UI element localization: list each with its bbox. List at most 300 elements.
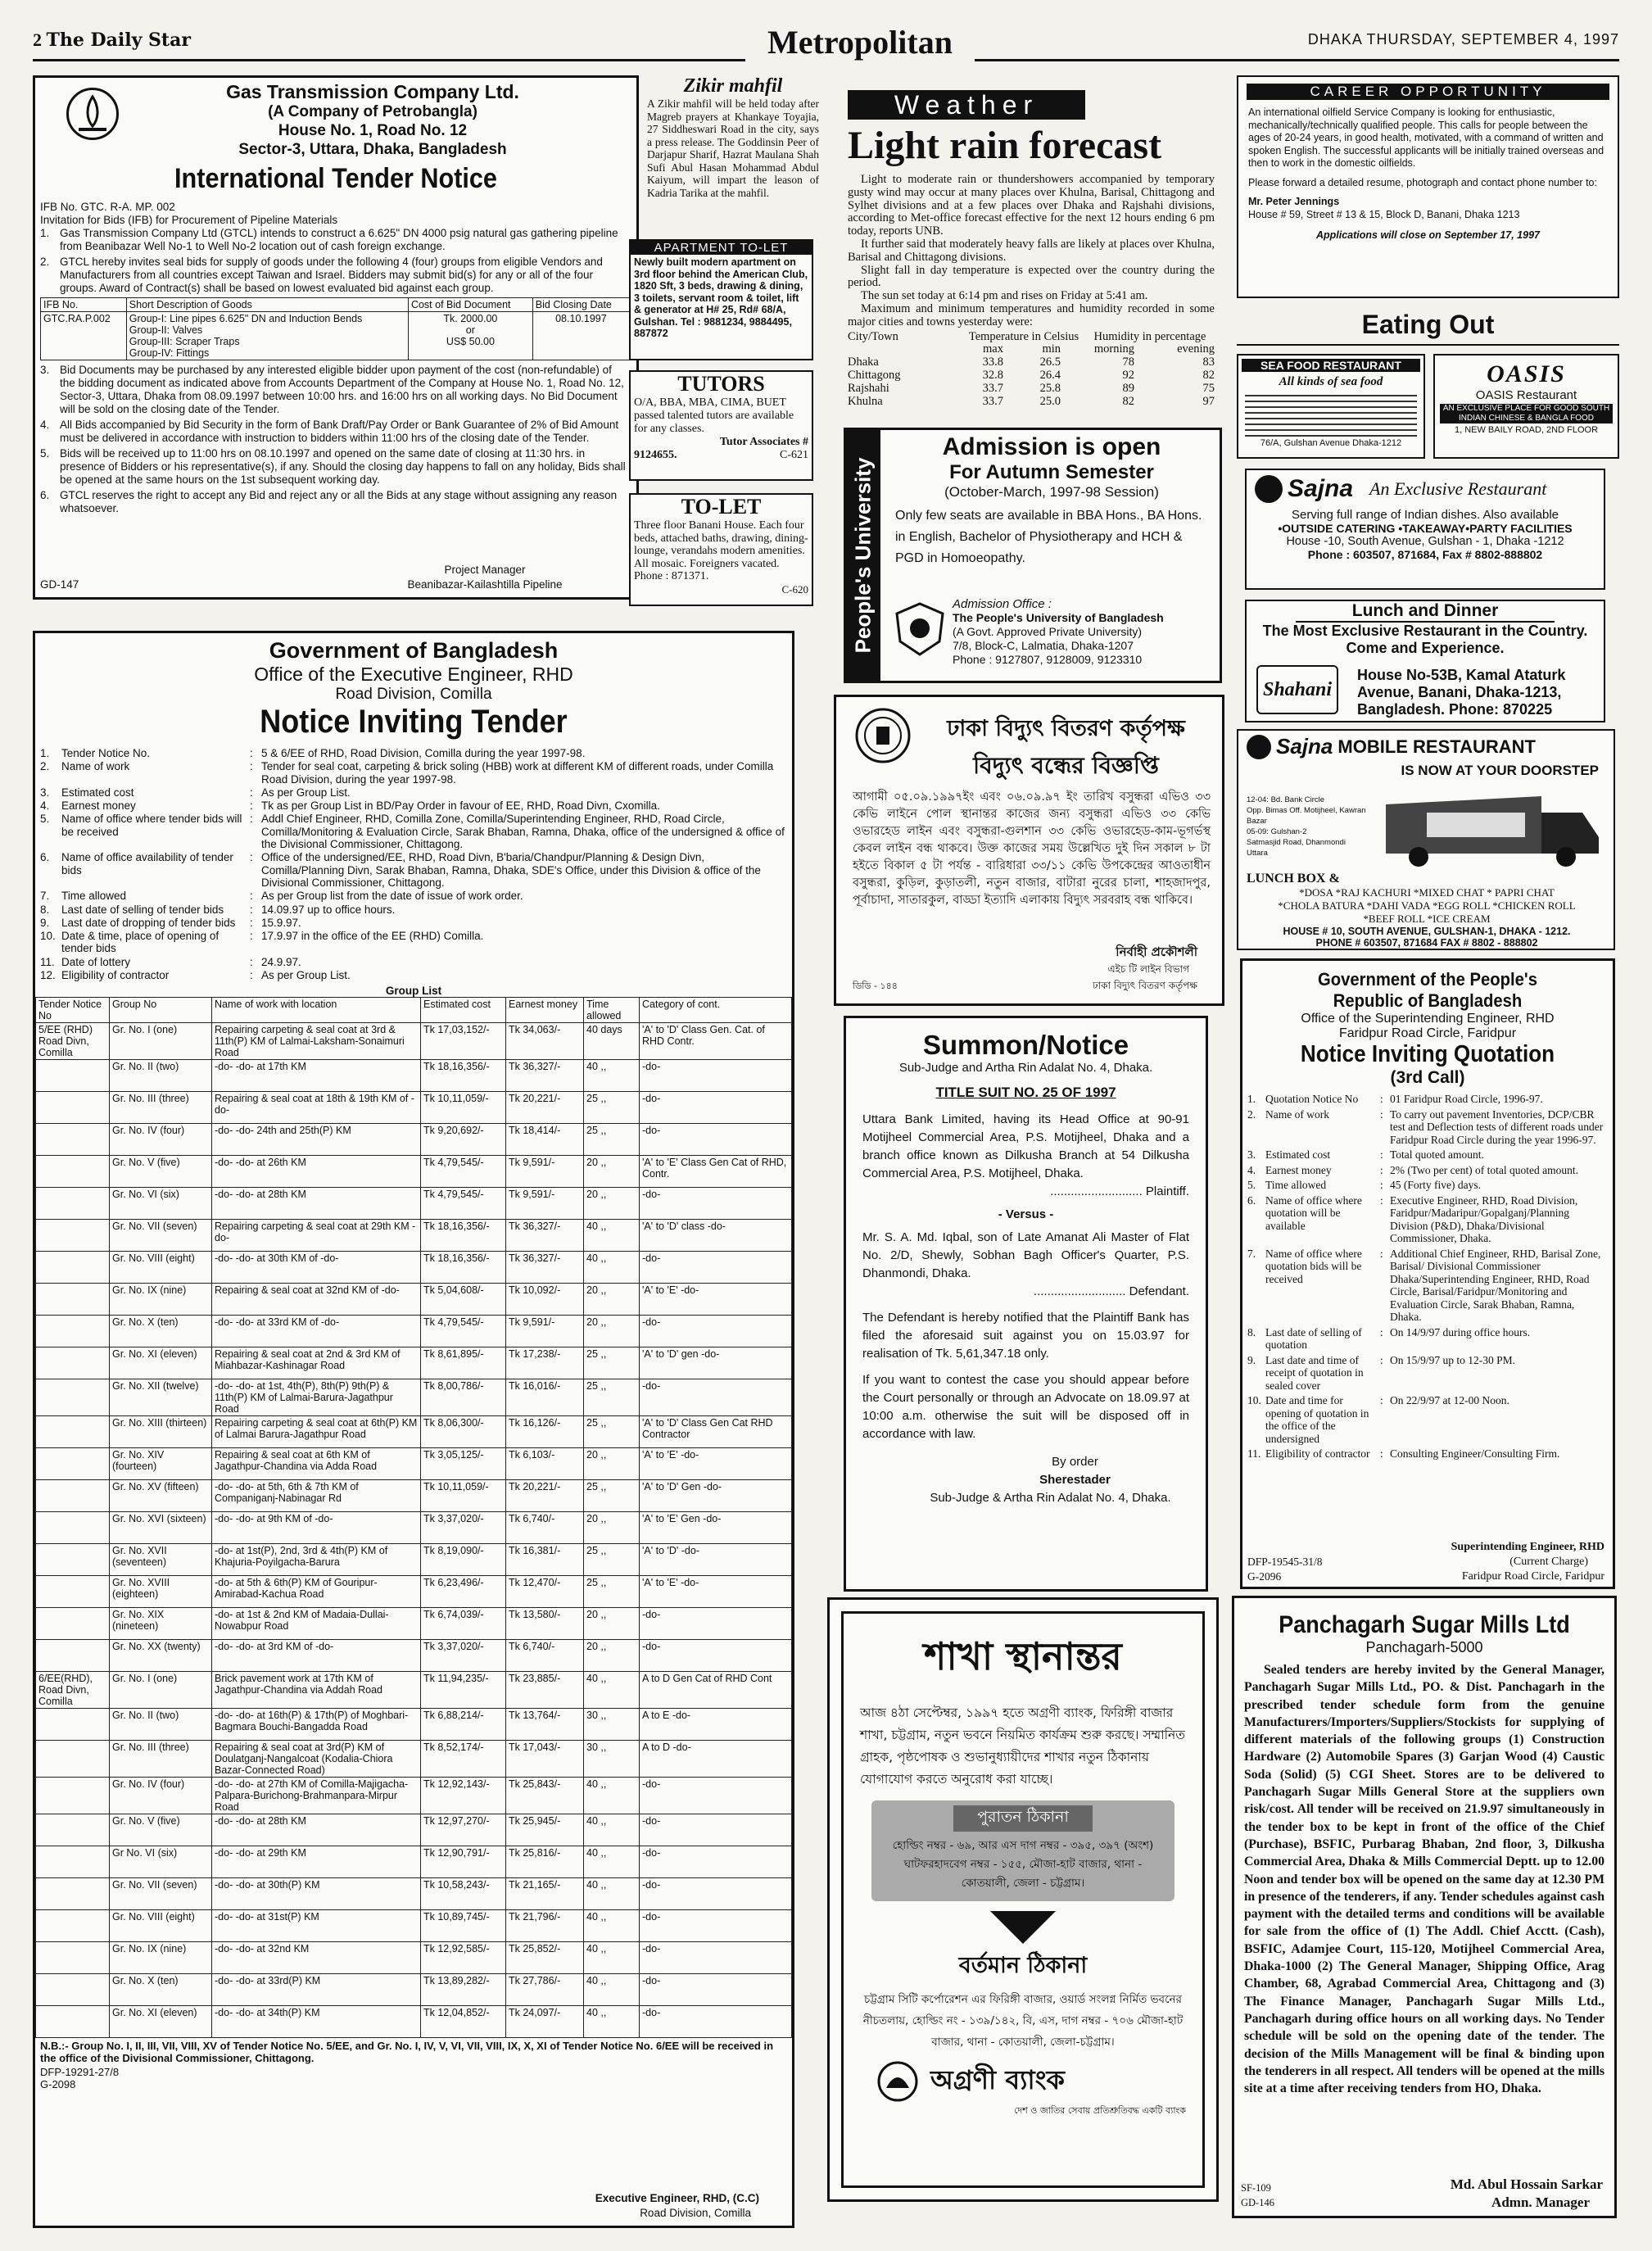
table-cell: Tk 25,843/- [506,1778,584,1814]
table-cell: Gr. No. VIII (eight) [110,1910,212,1942]
table-cell: Gr. No. II (two) [110,1709,212,1741]
table-cell: 40 ,, [584,1778,640,1814]
table-cell: -do- at 1st & 2nd KM of Madaia-Dullai-Nowabpur Road [212,1608,421,1640]
separator: : [250,799,253,813]
table-cell: Gr. No. XV (fifteen) [110,1480,212,1512]
faridpur-sign1: Superintending Engineer, RHD [1451,1541,1604,1553]
table-cell: 25 ,, [584,1544,640,1576]
table-cell: A to D -do- [640,1741,792,1778]
table-cell: -do- [640,1379,792,1416]
table-cell: Gr. No. IX (nine) [110,1284,212,1316]
table-cell: Gr. No. V (five) [110,1814,212,1846]
table-cell [36,1124,110,1156]
table-cell: Tk 12,92,143/- [421,1778,506,1814]
separator: : [250,851,253,864]
table-cell: -do- -do- at 33rd(P) KM [212,1974,421,2006]
rhd-comilla-tender [33,631,794,2228]
tutors-sig: Tutor Associates # [719,436,808,448]
table-row [36,1778,792,1814]
shahani-logo: Shahani [1256,665,1338,714]
weather-article [848,75,1215,428]
rhd-sign1: Executive Engineer, RHD, (C.C) [595,2192,759,2204]
pub-approved: (A Govt. Approved Private University) [953,625,1143,638]
gtcl-sign2: Beanibazar-Kailashtilla Pipeline [407,578,563,591]
table-cell: 20 ,, [584,1284,640,1316]
rhd-row-num: 7. [40,890,50,903]
table-header: Earnest money [506,998,584,1023]
table-row [36,1608,792,1640]
table-cell: -do- -do- at 33rd KM of -do- [212,1316,421,1347]
rhd-row-num: 11. [40,955,55,968]
shahani-a1: House No-53B, Kamal Ataturk [1357,667,1566,683]
table-header: Estimated cost [421,998,506,1023]
separator: : [250,813,253,826]
faridpur-t3: Office of the Superintending Engineer, RHD [1301,1012,1555,1026]
zikir-body: A Zikir mahfil will be held today after Magreb prayers at Khankaye Toyajia, 27 Siddheswari Road in the city, says a press release. The Goddinsin Peer of Darjapur Sharif, Hazrat Maulana Shah Sufi Abul Hasan Mohammad Abdul Kaiyum, will impart the leason of Kadria Tarika at the mahfil. [647,97,819,199]
table-cell: 20 ,, [584,1448,640,1480]
sugar-code1: SF-109 [1241,2182,1271,2194]
rhd-row-label: Estimated cost [61,786,134,799]
table-row [36,1576,792,1608]
pub-name: The People's University of Bangladesh [953,611,1164,624]
table-cell: -do- -do- at 32nd KM [212,1942,421,1974]
gtcl-item: 4. All Bids accompanied by Bid Security in the form of Bank Draft/Pay Order or Bank Guarantee of 2% of Bid Amount must be delivered in accordance with instruction to bidders within 11:00 hrs of the closing date of the Tender. [40,419,619,444]
agrani-bank-ad [827,1597,1219,2202]
table-cell: 20 ,, [584,1608,640,1640]
table-cell: Tk 10,58,243/- [421,1878,506,1910]
table-cell: Tk 21,165/- [506,1878,584,1910]
rhd-row-label: Eligibility of contractor [61,969,170,982]
weather-row: Chittagong 32.8 26.4 92 82 [848,368,1215,382]
tutors-body: O/A, BBA, MBA, CIMA, BUET passed talented tutors are available for any classes. [634,396,794,435]
table-cell: Gr. No. IV (four) [110,1778,212,1814]
seafood-addr: 76/A, Gulshan Avenue Dhaka-1212 [1260,438,1402,448]
table-row [36,1023,792,1060]
table-header: Time allowed [584,998,640,1023]
table-cell: Gr. No. I (one) [110,1023,212,1060]
table-cell: Tk 10,11,059/- [421,1480,506,1512]
table-cell: Tk 25,852/- [506,1942,584,1974]
rhd-row-value: As per Group List. [261,786,351,799]
rhd-row-value: 15.9.97. [261,916,301,929]
separator: : [1380,1447,1383,1460]
rhd-row-value: Office of the undersigned/EE, RHD, Road Divn, B'baria/Chandpur/Planning & Design Divn, Comilla/Planning Divn, Sarak Bhaban, Ramna, Dhaka, SDE's Office, under this Division & office of the Divisional Commissioner, Chittagong. [261,851,761,889]
table-cell: -do- [640,1124,792,1156]
table-cell [36,1480,110,1512]
separator: : [1380,1148,1383,1161]
agrani-old-box [871,1800,1175,1901]
summon-sig2: Sub-Judge & Artha Rin Adalat No. 4, Dhaka. [930,1491,1171,1505]
tolet-title: TO-LET [681,495,762,519]
faridpur-row-num: 5. [1247,1179,1256,1191]
faridpur-sign2: (Current Charge) [1509,1556,1588,1568]
table-cell: Gr. No. XVII (seventeen) [110,1544,212,1576]
table-cell: Tk 13,764/- [506,1709,584,1741]
rhd-row-num: 2. [40,760,50,773]
table-cell: Tk 10,092/- [506,1284,584,1316]
table-cell: -do- -do- at 30th(P) KM [212,1878,421,1910]
table-row [36,1316,792,1347]
pub-session: (October-March, 1997-98 Session) [944,484,1159,500]
rhd-row-label: Tender Notice No. [61,747,151,759]
table-cell: Tk 17,238/- [506,1347,584,1379]
page-number: 2 The Daily Star [33,29,191,51]
table-cell: Repairing & seal coat at 6th KM of Jagathpur-Chandina via Adda Road [212,1448,421,1480]
pub-vertical: People's University [850,457,876,654]
weather-row: Rajshahi 33.7 25.8 89 75 [848,381,1215,395]
faridpur-row-value: Executive Engineer, RHD, Road Division, Faridpur/Madaripur/Gopalganj/Planning Division (P&D), Dhaka/Divisional Commissioner, Dhaka. [1390,1193,1578,1244]
desa-code: ডিডি - ১৪৪ [853,981,898,991]
table-cell: -do- -do- at 1st, 4th(P), 8th(P) 9th(P) & 11th(P) KM of Lalmai-Barura-Jagathpur Road [212,1379,421,1416]
table-cell: 20 ,, [584,1188,640,1220]
career-p2: Please forward a detailed resume, photograph and contact phone number to: [1248,176,1597,188]
table-cell: Tk 6,88,214/- [421,1709,506,1741]
table-cell: Repairing & seal coat at 3rd(P) KM of Doulatganj-Nangalcoat (Kodalia-Chiora Bazar-Connected Road) [212,1741,421,1778]
table-cell: Tk 27,786/- [506,1974,584,2006]
separator: : [1380,1093,1383,1105]
table-row [36,1448,792,1480]
pub-body: Only few seats are available in BBA Hons., BA Hons. in English, Bachelor of Physiotherapy and HCH & PGD in Homoeopathy. [895,509,1202,565]
table-cell: -do- [640,1188,792,1220]
table-cell: -do- [640,1316,792,1347]
table-cell: Gr. No. I (one) [110,1672,212,1709]
shahani-a2: Avenue, Banani, Dhaka-1213, [1357,684,1562,700]
table-cell [36,1576,110,1608]
table-cell: 30 ,, [584,1741,640,1778]
weather-headline: Light rain forecast [848,124,1162,167]
weather-col-city: City/Town [848,329,898,343]
faridpur-t2: Republic of Bangladesh [1333,990,1523,1011]
table-cell: -do- [640,1092,792,1124]
table-cell: Tk 23,885/- [506,1672,584,1709]
table-cell: 40 ,, [584,1220,640,1252]
faridpur-table [1242,1088,1613,1461]
mobile-menu2: *CHOLA BATURA *DAHI VADA *EGG ROLL *CHICKEN ROLL [1278,899,1576,912]
table-cell: Repairing & seal coat at 18th & 19th KM of -do- [212,1092,421,1124]
agrani-logo-icon [876,2060,919,2103]
table-cell: Tk 20,221/- [506,1480,584,1512]
gtcl-item: 1. Gas Transmission Company Ltd (GTCL) intends to construct a 6.625" DN 4000 psig natural gas gathering pipeline from Beanibazar Well No-1 to Well No-2 location out of cash foreign exchange. [40,227,618,252]
table-header: Category of cont. [640,998,792,1023]
table-row [36,1741,792,1778]
rhd-row-value: 14.09.97 up to office hours. [261,903,396,916]
table-cell: 25 ,, [584,1347,640,1379]
table-cell: Gr. No. X (ten) [110,1974,212,2006]
career-addr: House # 59, Street # 13 & 15, Block D, Banani, Dhaka 1213 [1248,208,1520,220]
oasis-addr: 1, NEW BAILY ROAD, 2ND FLOOR [1454,425,1599,435]
table-cell: Repairing carpeting & seal coat at 29th KM -do- [212,1220,421,1252]
table-cell: Repairing carpeting & seal coat at 6th(P) KM of Lalmai Barura-Jagathpur Road [212,1416,421,1448]
career-ad [1237,75,1619,298]
sajna-logo-icon [1255,475,1283,503]
summon-notice [844,1016,1208,1592]
table-cell: Tk 12,90,791/- [421,1846,506,1878]
rhd-row-num: 4. [40,799,50,813]
weather-row: Dhaka 33.8 26.5 78 83 [848,356,1215,369]
faridpur-row-value: Consulting Engineer/Consulting Firm. [1390,1447,1560,1460]
table-cell: Tk 9,591/- [506,1316,584,1347]
table-row [36,1942,792,1974]
table-cell: Gr. No. XVI (sixteen) [110,1512,212,1544]
separator: : [1380,1394,1383,1406]
sugar-sign2: Admn. Manager [1491,2194,1590,2210]
rhd-code2: G-2098 [40,2078,76,2091]
table-cell: Tk 12,97,270/- [421,1814,506,1846]
table-cell: -do- [640,1640,792,1672]
faridpur-code2: G-2096 [1247,1570,1282,1583]
table-cell: Tk 36,327/- [506,1220,584,1252]
separator: : [1380,1163,1383,1176]
separator: : [250,786,253,799]
table-cell: 25 ,, [584,1480,640,1512]
gtcl-sub1: (A Company of Petrobangla) [268,103,477,120]
pub-crest-icon [894,600,946,658]
table-cell: -do- -do- at 3rd KM of -do- [212,1640,421,1672]
table-cell: -do- -do- at 5th, 6th & 7th KM of Companiganj-Nabinagar Rd [212,1480,421,1512]
table-cell: Tk 6,103/- [506,1448,584,1480]
table-cell: Gr. No. V (five) [110,1156,212,1188]
table-cell: Tk 25,816/- [506,1846,584,1878]
agrani-body: আজ ৪ঠা সেপ্টেম্বর, ১৯৯৭ হতে অগ্রণী ব্যাংক, ফিরিঙ্গী বাজার শাখা, চট্টগ্রাম, নতুন ভবনে নিয়মিত কার্যক্রম শুরু করছে। সম্মানিত গ্রাহক, পৃষ্ঠপোষক ও শুভানুধ্যায়ীদের শাখার নতুন ঠিকানায় যোগাযোগ করতে অনুরোধ করা যাচ্ছে। [860,1705,1185,1787]
faridpur-sign3: Faridpur Road Circle, Faridpur [1461,1570,1604,1583]
faridpur-row-label: Quotation Notice No [1265,1093,1359,1105]
rhd-t2: Office of the Executive Engineer, RHD [254,664,573,685]
table-cell [36,1878,110,1910]
rhd-row-value: As per Group list from the date of issue of work order. [261,890,523,903]
rhd-row-num: 6. [40,851,50,864]
faridpur-row-num: 7. [1247,1247,1256,1260]
table-cell: Tk 12,92,585/- [421,1942,506,1974]
table-cell [36,1942,110,1974]
table-cell: Gr. No. VII (seven) [110,1878,212,1910]
dateline: DHAKA THURSDAY, SEPTEMBER 4, 1997 [1307,31,1619,48]
tolet-ad [629,493,813,606]
table-cell: 'A' to 'D' Class Gen. Cat. of RHD Contr. [640,1023,792,1060]
sajna-l2: •OUTSIDE CATERING •TAKEAWAY•PARTY FACILITIES [1278,522,1573,535]
table-cell: Gr. No. III (three) [110,1092,212,1124]
shahani-title: Lunch and Dinner [1296,601,1555,623]
table-cell: 'A' to 'E' -do- [640,1448,792,1480]
table-cell: 20 ,, [584,1316,640,1347]
table-cell [36,2006,110,2038]
table-cell: Tk 9,591/- [506,1156,584,1188]
weather-text: Light to moderate rain or thundershowers accompanied by temporary gusty wind may occur at many places over Khulna, Barisal, Chittagong and Sylhet divisions and at a few places over Dhaka and Rajshahi divisions, according to Met-office forecast effective for the next 12 hours ending 6 pm today, reports UNB. It further said that moderately heavy falls are likely at places over Khulna, Barisal and Chittagong divisions. Slight fall in day temperature is expected over the country during the period. The sun set today at 6:14 pm and rises on Friday at 5:41 am. Maximum and minimum temperatures and humidity recorded in some major cities and towns yesterday were: City/Town Temperature in Celsius Humidity in percentage max min morning evening Dhaka 33.8 26.5 78 83 Chittagong 32.8 26.4 92 82 Rajshahi 33.7 25.8 89 75 Khulna 33.7 25.0 82 97 [848,173,1215,408]
table-row [36,1709,792,1741]
table-cell [36,1060,110,1092]
table-cell: Gr. No. VIII (eight) [110,1252,212,1284]
table-cell: Tk 12,04,852/- [421,2006,506,2038]
separator: : [250,760,253,773]
table-row [36,1672,792,1709]
rhd-row-value: As per Group List. [261,969,351,982]
mobile-stops: 12-04: Bd. Bank Circle Opp. Bimas Off. Motijheel, Kawran Bazar 05-09: Gulshan-2 Satmasjid Road, Dhanmondi Uttara [1247,795,1366,858]
table-cell: Tk 8,00,786/- [421,1379,506,1416]
table-cell: Tk 21,796/- [506,1910,584,1942]
table-cell [36,1512,110,1544]
faridpur-row-num: 11. [1247,1447,1261,1460]
sajna-l4: Phone : 603507, 871684, Fax # 8802-888802 [1307,548,1543,561]
table-cell: 40 ,, [584,1252,640,1284]
faridpur-row-label: Date and time for opening of quotation in the office of the undersigned [1265,1394,1369,1445]
summon-title: Summon/Notice [922,1030,1129,1060]
faridpur-row-value: 45 (Forty five) days. [1390,1179,1481,1191]
table-cell: Tk 4,79,545/- [421,1316,506,1347]
weather-row: Khulna 33.7 25.0 82 97 [848,394,1215,408]
tolet-body: Three floor Banani House. Each four beds, attached baths, drawing, dining-lounge, verandahs modern amenities. All mosaic. Foreigners vacated. Phone : 871371. [634,519,808,582]
desa-t2: বিদ্যুৎ বন্ধের বিজ্ঞপ্তি [973,752,1159,779]
table-cell: 40 ,, [584,1814,640,1846]
gtcl-logo-icon [66,88,119,140]
rhd-row-num: 8. [40,903,50,916]
shahani-a3: Bangladesh. Phone: 870225 [1357,701,1553,718]
table-cell: -do- [640,1252,792,1284]
mobile-lunch: LUNCH BOX & [1247,872,1340,885]
tutors-ad [629,370,813,481]
table-cell: Tk 13,580/- [506,1608,584,1640]
rhd-code1: DFP-19291-27/8 [40,2066,120,2079]
rhd-row-label: Date & time, place of opening of tender bids [61,930,220,955]
table-cell: -do- [640,1060,792,1092]
table-row [36,1284,792,1316]
table-cell: Tk 3,05,125/- [421,1448,506,1480]
table-cell: 'A' to 'D' class -do- [640,1220,792,1252]
sugar-sign1: Md. Abul Hossain Sarkar [1450,2176,1603,2192]
faridpur-row-num: 8. [1247,1325,1256,1338]
summon-order: By order [1052,1455,1098,1469]
table-cell: Gr. No. XX (twenty) [110,1640,212,1672]
tutors-phone: 9124655. [634,449,677,461]
sajna-logo: Sajna [1288,475,1354,502]
rhd-t1: Government of Bangladesh [269,638,559,663]
table-cell: Tk 13,89,282/- [421,1974,506,2006]
table-cell: 'A' to 'D' -do- [640,1544,792,1576]
separator: : [250,930,253,943]
desa-t1: ঢাকা বিদ্যুৎ বিতরণ কর্তৃপক্ষ [947,716,1185,741]
pub-vertical-band [846,430,880,681]
table-cell: Gr. No. VII (seven) [110,1220,212,1252]
table-cell [36,1814,110,1846]
agrani-slogan: দেশ ও জাতির সেবায় প্রতিশ্রুতিবদ্ধ একটি ব্যাংক [1014,2105,1186,2116]
table-cell [36,1284,110,1316]
faridpur-row-num: 3. [1247,1148,1256,1161]
table-cell: Gr. No. XI (eleven) [110,2006,212,2038]
seafood-image [1245,391,1417,437]
table-cell: Tk 4,79,545/- [421,1156,506,1188]
desa-notice [834,695,1224,1006]
agrani-title: শাখা স্থানান্তর [924,1634,1122,1678]
faridpur-row-value: 01 Faridpur Road Circle, 1996-97. [1390,1093,1543,1105]
summon-p2: If you want to contest the case you should appear before the Court personally or through an Advocate on 18.09.97 at 10:00 a.m. otherwise the suit will be disposed off in accordance with law. [862,1373,1189,1441]
page-header [33,15,1619,62]
table-cell: Gr. No. XIV (fourteen) [110,1448,212,1480]
table-cell: 25 ,, [584,1416,640,1448]
faridpur-row-label: Name of office where quotation will be available [1265,1193,1362,1232]
table-cell: 40 ,, [584,2006,640,2038]
faridpur-row-num: 9. [1247,1353,1256,1366]
section-title: Metropolitan [745,23,975,61]
sajna-l3: House -10, South Avenue, Gulshan - 1, Dhaka -1212 [1286,535,1564,548]
table-row [36,1124,792,1156]
table-row [36,1544,792,1576]
arrow-down-icon [990,1911,1056,1944]
table-cell: -do- -do- 24th and 25th(P) KM [212,1124,421,1156]
pub-admission-ad [844,428,1222,683]
table-cell [36,1608,110,1640]
mobile-phone: PHONE # 603507, 871684 FAX # 8802 - 888802 [1315,937,1538,949]
table-cell: -do- [640,2006,792,2038]
table-row [36,1846,792,1878]
apartment-body: Newly built modern apartment on 3rd floor behind the American Club, 1820 Sft, 3 beds, drawing & dining, 3 toilets, servant room & toilet, lift & generator at H# 25, Rd# 68/A, Gulshan. Tel : 9881234, 9884495, 887872 [634,256,808,339]
table-cell: Gr. No. IV (four) [110,1124,212,1156]
table-cell: 40 days [584,1023,640,1060]
table-cell: 20 ,, [584,1156,640,1188]
table-cell: A to E -do- [640,1709,792,1741]
table-cell: Tk 6,740/- [506,1640,584,1672]
oasis-sub: AN EXCLUSIVE PLACE FOR GOOD SOUTH INDIAN CHINESE & BANGLA FOOD [1440,404,1613,423]
mobile-sub: IS NOW AT YOUR DOORSTEP [1401,763,1599,778]
table-cell: 40 ,, [584,1672,640,1709]
pub-phone: Phone : 9127807, 9128009, 9123310 [953,653,1143,666]
table-row [36,1188,792,1220]
table-cell: 'A' to 'D' Class Gen Cat RHD Contractor [640,1416,792,1448]
table-cell: 20 ,, [584,1640,640,1672]
sugar-body: Sealed tenders are hereby invited by the General Manager, Panchagarh Sugar Mills Ltd., PO. & Dist. Panchagarh in the prescribed tender schedule form from the genuine Manufacturers/Importers/Suppliers/Stockists for supplying of different materials of the following groups (1) Construction Hardware (2) Automobile Spares (3) Garjan Wood (4) Caustic Soda (Solid) (5) CGI Sheet. Stores are to be delivered to Panchagarh Sugar Mills General Store at the suppliers own risk/cost. All tender will be received on 21.9.97 simultaneously in the tender box to be kept in front of the office of the Chief (Purchase), BSFIC, Purbarag Bhaban, 2nd floor, 3, Dilkusha Commercial Area, Dhaka & Mills Commercial Deptt. up to 12.00 Noon and tender box will be opened on the same day at 12.30 PM in presence of the tenderers, if any. Tender schedules against cash payment with the detailed terms and conditions will be available for sale from the office of (1) The Addl. Chief Acctt. (Cash), BSFIC, Adamjee Court, 115-120, Motijheel Commercial Area, Dhaka-1000 (2) The General Manager, Shipping Office, Arag Chamber, 68, Agrabad Commercial Area, Chittagong and (3) The Finance Manager, Panchagarh Sugar Mills Ltd., Panchagarh during office hours on all working days. No Tender schedule will be sold on the opening date of the tender. The decision of the Mills Management will be final & binding upon the tenderers in all respect. All tenders will be opened at the mills site at a time after receiving tenders from HO, Dhaka. [1244,1663,1604,2096]
table-cell: Gr. No. III (three) [110,1741,212,1778]
table-cell [36,1252,110,1284]
weather-col-hum: Humidity in percentage [1093,329,1206,343]
weather-label: Weather [848,90,1085,120]
mobile-menu1: *DOSA *RAJ KACHURI *MIXED CHAT * PAPRI CHAT [1299,886,1555,899]
rhd-row-label: Last date of selling of tender bids [61,903,224,916]
seafood-sub: All kinds of sea food [1279,375,1383,388]
table-cell: Tk 17,03,152/- [421,1023,506,1060]
faridpur-t1: Government of the People's [1317,969,1537,990]
faridpur-row-label: Name of work [1265,1107,1329,1121]
rhd-group-table [35,997,792,2038]
rhd-row-label: Name of office where tender bids will be received [61,813,242,838]
apartment-ad [629,239,813,360]
faridpur-heading: Notice Inviting Quotation [1300,1041,1555,1067]
table-row [36,2006,792,2038]
faridpur-row-value: On 14/9/97 during office hours. [1390,1325,1531,1338]
table-cell: -do- -do- at 16th(P) & 17th(P) of Moghbari-Bagmara Bouchi-Bangadda Road [212,1709,421,1741]
table-row [36,1974,792,2006]
rhd-row-num: 9. [40,916,50,929]
rhd-row-label: Earnest money [61,799,136,813]
rhd-row-num: 3. [40,786,50,799]
sajna-tag: An Exclusive Restaurant [1369,478,1547,499]
table-cell [36,1092,110,1124]
desa-sign3: ঢাকা বিদ্যুৎ বিতরণ কর্তৃপক্ষ [1092,980,1197,991]
desa-body: আগামী ০৫.০৯.১৯৯৭ইং এবং ০৬.০৯.৯৭ ইং তারিখ বসুন্ধরা এভিও ৩৩ কেভি লাইনে পোল স্থানান্তর কাজের জন্য বসুন্ধরা এভিও ৩৩ কেভি ওভারহেড লাইন এবং বসুন্ধরা-গুলশান ৩৩ কেভি ওভারহেড-কাম-ভূগর্ভস্থ কেবল লাইন বন্ধ থাকবে। উক্ত কাজের সময় উল্লেখিত দুই দিন সকাল ৮ টা হইতে বিকাল ৫ টা পর্যন্ত - বারিধারা ৩৩/১১ কেভি উপকেন্দ্রের আওতাধীন বসুন্ধরা, কুড়িল, কুড়াতলী, নতুন বাজার, বাটারা নুরের চালা, শাহজাদপুর, পূর্বাচাদা, সাতারকুল, বাড্ডা ইত্যাদি এলাকায় বিদ্যুৎ সরবরাহ বন্ধ থাকিবে। [853,790,1211,907]
separator: : [250,969,253,982]
table-cell: Tk 6,23,496/- [421,1576,506,1608]
table-cell: 'A' to 'D' gen -do- [640,1347,792,1379]
table-row [36,1814,792,1846]
tolet-code: C-620 [781,582,808,596]
table-header: Tender Notice No [36,998,110,1023]
separator: : [250,890,253,903]
summon-suit: TITLE SUIT NO. 25 OF 1997 [935,1085,1116,1100]
table-cell: Tk 36,327/- [506,1252,584,1284]
table-cell: -do- [640,1942,792,1974]
rhd-row-value: 17.9.97 in the office of the EE (RHD) Comilla. [261,930,484,943]
table-cell: Gr. No. IX (nine) [110,1942,212,1974]
eating-title: Eating Out [1361,310,1495,339]
mobile-menu3: *BEEF ROLL *ICE CREAM [1363,913,1491,925]
table-cell: Tk 16,016/- [506,1379,584,1416]
table-cell: 5/EE (RHD) Road Divn, Comilla [36,1023,110,1060]
